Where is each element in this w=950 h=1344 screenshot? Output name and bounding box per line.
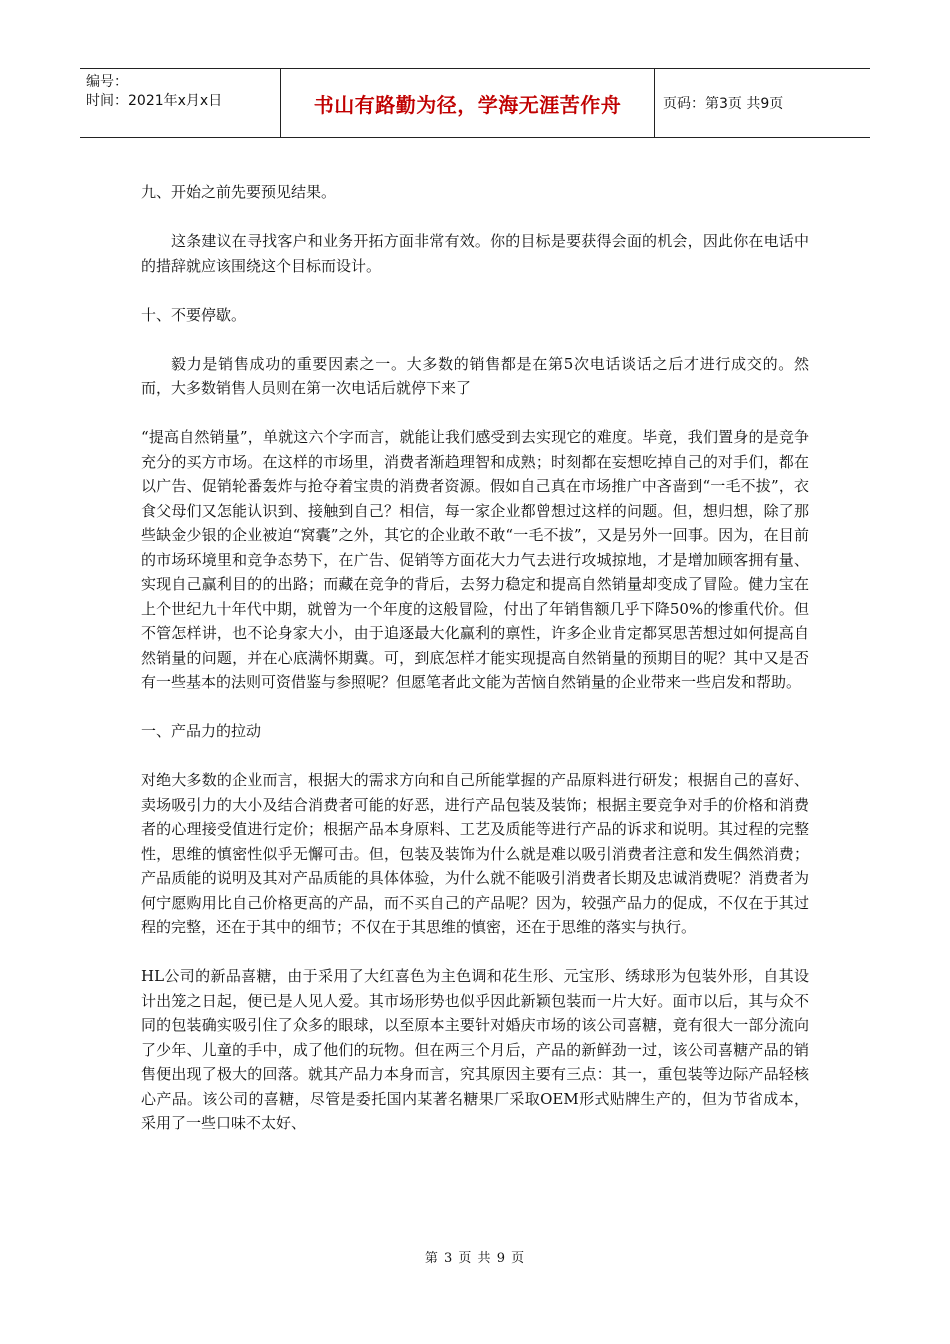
document-date-label: 时间：2021年x月x日: [86, 93, 223, 109]
section-heading: 一、产品力的拉动: [141, 722, 262, 740]
section-heading: 九、开始之前先要预见结果。: [141, 183, 337, 201]
section-heading: 十、不要停歇。: [141, 305, 247, 324]
page-footer: 第 3 页 共 9 页: [424, 1251, 526, 1266]
document-number-label: 编号：: [86, 74, 128, 90]
header-meta: [80, 69, 280, 137]
page-header: [80, 68, 870, 138]
paragraph: 对绝大多数的企业而言，根据大的需求方向和自己所能掌握的产品原料进行研发；根据自己的喜好、卖场吸引力的大小及结合消费者可能的好恶，进行产品包装及装饰；根据主要竞争对手的价格和消费者的心理接受值进行定价；根据产品本身原料、工艺及质能等进行产品的诉求和说明。其过程的完整性，思维的慎密性似乎无懈可击。但，包装及装饰为什么就是难以吸引消费者注意和发生偶然消费；产品质能的说明及其对产品质能的具体体验，为什么就不能吸引消费者长期及忠诚消费呢？消费者为何宁愿购用比自己价格更高的产品，而不买自己的产品呢？因为，较强产品力的促成，不仅在于其过程的完整，还在于其中的细节；不仅在于其思维的慎密，还在于思维的落实与执行。: [141, 771, 809, 936]
document-body: [141, 180, 809, 1136]
header-page-number: 页码：第3页 共9页: [663, 96, 784, 112]
header-motto: 书山有路勤为径，学海无涯苦作舟: [280, 69, 655, 137]
paragraph: 毅力是销售成功的重要因素之一。大多数的销售都是在第5次电话谈话之后才进行成交的。然而，大多数销售人员则在第一次电话后就停下来了: [141, 354, 809, 397]
paragraph: 这条建议在寻找客户和业务开拓方面非常有效。你的目标是要获得会面的机会，因此你在电话中的措辞就应该围绕这个目标而设计。: [141, 232, 809, 275]
paragraph: HL公司的新品喜糖，由于采用了大红喜色为主色调和花生形、元宝形、绣球形为包装外形，自其设计出笼之日起，便已是人见人爱。其市场形势也似乎因此新颖包装而一片大好。面市以后，其与众不同的包装确实吸引住了众多的眼球，以至原本主要针对婚庆市场的该公司喜糖，竟有很大一部分流向了少年、儿童的手中，成了他们的玩物。但在两三个月后，产品的新鲜劲一过，该公司喜糖产品的销售便出现了极大的回落。就其产品力本身而言，究其原因主要有三点：其一，重包装等边际产品轻核心产品。该公司的喜糖，尽管是委托国内某著名糖果厂采取OEM形式贴牌生产的，但为节省成本，采用了一些口味不太好、: [141, 967, 809, 1132]
paragraph: “提高自然销量”，单就这六个字而言，就能让我们感受到去实现它的难度。毕竟，我们置身的是竞争充分的买方市场。在这样的市场里，消费者渐趋理智和成熟；时刻都在妄想吃掉自己的对手们，都在以广告、促销轮番轰炸与抢夺着宝贵的消费者资源。假如自己真在市场推广中吝啬到“一毛不拔”，衣食父母们又怎能认识到、接触到自己？相信，每一家企业都曾想过这样的问题。但，想归想，除了那些缺金少银的企业被迫“窝囊”之外，其它的企业敢不敢“一毛不拔”，又是另外一回事。因为，在目前的市场环境里和竞争态势下，在广告、促销等方面花大力气去进行攻城掠地，才是增加顾客拥有量、实现自己赢利目的的出路；而藏在竞争的背后，去努力稳定和提高自然销量却变成了冒险。健力宝在上个世纪九十年代中期，就曾为一个年度的这般冒险，付出了年销售额几乎下降50%的惨重代价。但不管怎样讲，也不论身家大小，由于追逐最大化赢利的禀性，许多企业肯定都冥思苦想过如何提高自然销量的问题，并在心底满怀期冀。可，到底怎样才能实现提高自然销量的预期目的呢？其中又是否有一些基本的法则可资借鉴与参照呢？但愿笔者此文能为苦恼自然销量的企业带来一些启发和帮助。: [141, 428, 809, 691]
